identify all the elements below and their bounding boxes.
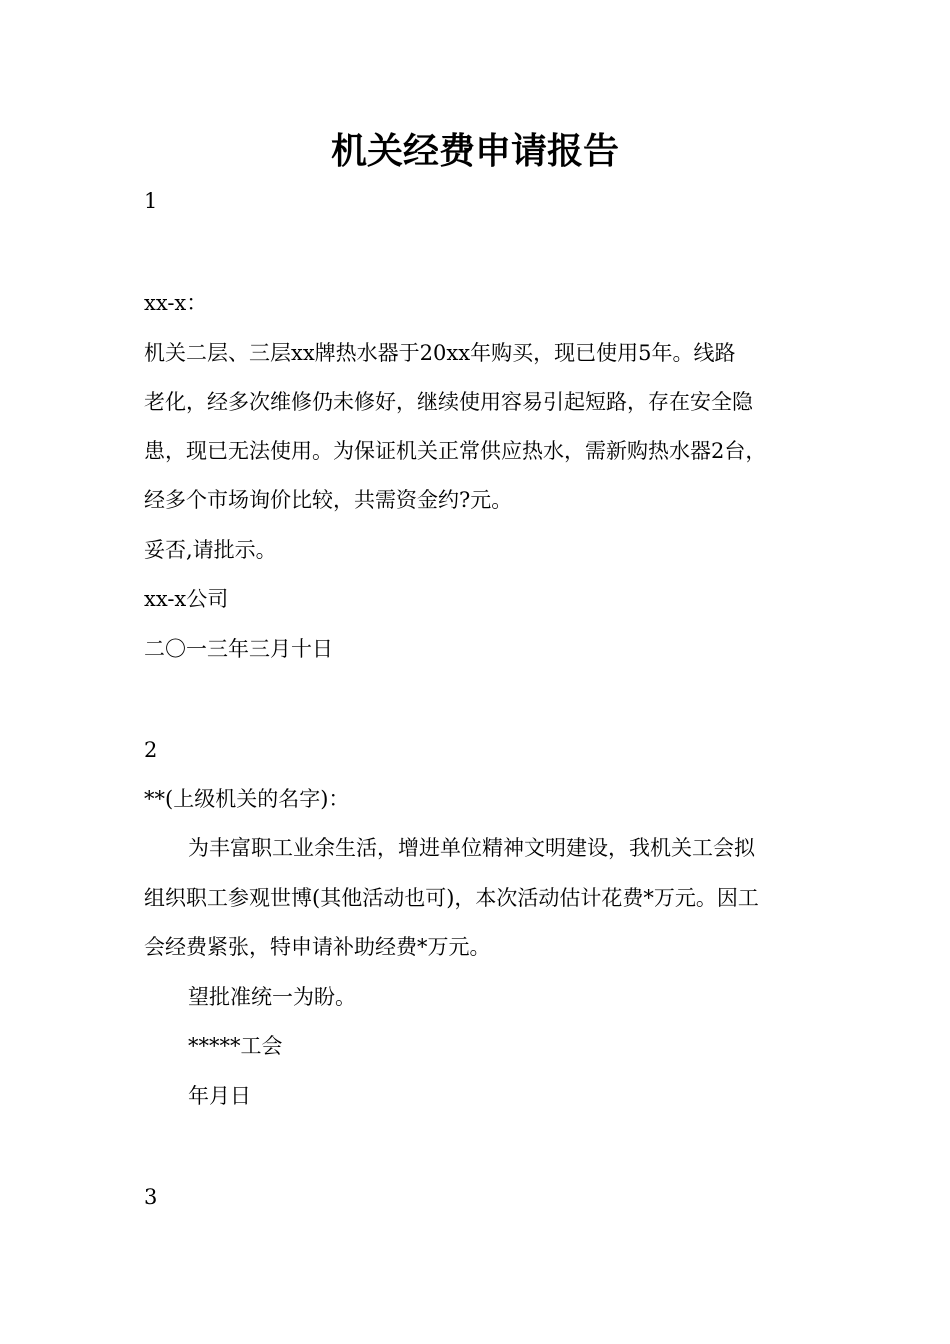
section1-body-line-3: 患，现已无法使用。为保证机关正常供应热水，需新购热水器2台， bbox=[144, 439, 767, 463]
section1-body-line-4: 经多个市场询价比较，共需资金约?元。 bbox=[144, 488, 513, 512]
section1-date: 二〇一三年三月十日 bbox=[144, 637, 333, 661]
section2-body-line-2: 组织职工参观世博(其他活动也可)，本次活动估计花费*万元。因工 bbox=[144, 886, 759, 910]
section2-closing: 望批准统一为盼。 bbox=[188, 985, 356, 1009]
section2-salutation: **(上级机关的名字)： bbox=[144, 787, 350, 811]
section2-body-line-1: 为丰富职工业余生活，增进单位精神文明建设，我机关工会拟 bbox=[188, 836, 755, 860]
section2-date: 年月日 bbox=[188, 1084, 251, 1108]
section1-salutation: xx-x： bbox=[144, 291, 208, 315]
section2-signature: *****工会 bbox=[188, 1034, 283, 1058]
section1-body-line-2: 老化，经多次维修仍未修好，继续使用容易引起短路，存在安全隐 bbox=[144, 390, 753, 414]
section2-body-line-3: 会经费紧张，特申请补助经费*万元。 bbox=[144, 935, 491, 959]
document-title: 机关经费申请报告 bbox=[330, 131, 619, 172]
section1-body-line-1: 机关二层、三层xx牌热水器于20xx年购买，现已使用5年。线路 bbox=[144, 341, 736, 365]
section-number-1: 1 bbox=[144, 189, 158, 213]
section1-closing: 妥否,请批示。 bbox=[144, 538, 277, 562]
section1-signature: xx-x公司 bbox=[144, 587, 229, 611]
section-number-3: 3 bbox=[144, 1185, 158, 1209]
section-number-2: 2 bbox=[144, 738, 158, 762]
